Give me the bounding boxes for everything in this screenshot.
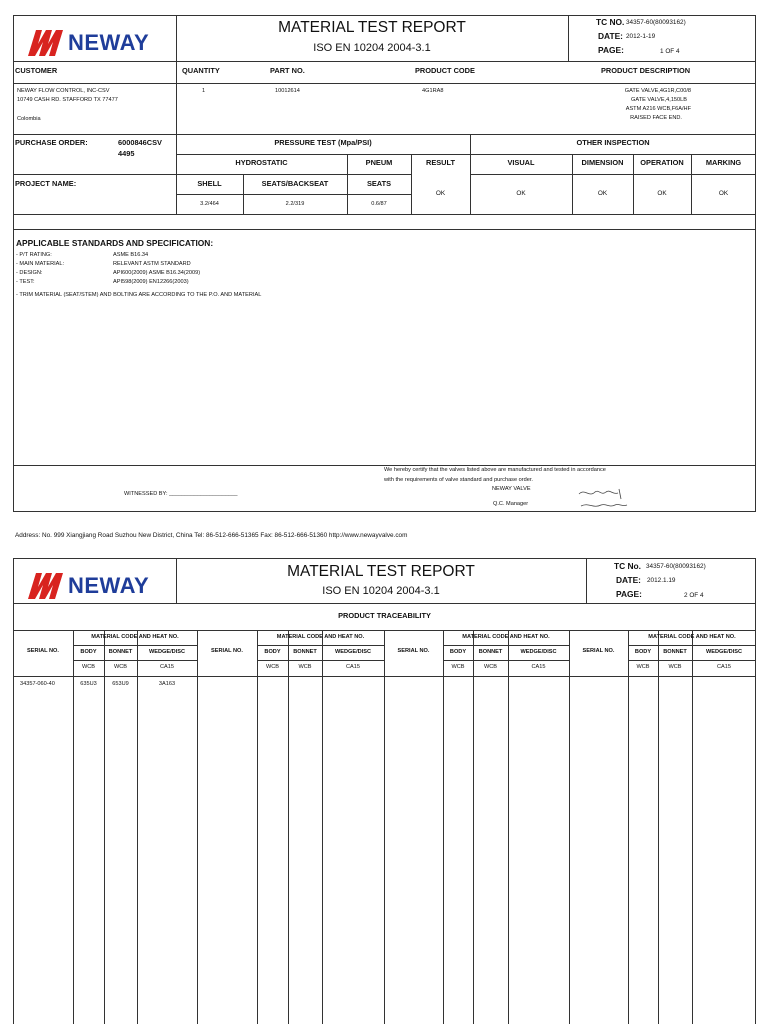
serial-no-value: 34357-060-40 (20, 681, 55, 687)
description-line: GATE VALVE,4G1R,C00/8 (624, 88, 691, 94)
table-group-divider (197, 630, 198, 1024)
company-logo-text: NEWAY (68, 573, 150, 598)
report-title: MATERIAL TEST REPORT (287, 563, 475, 580)
part-no-header: PART NO. (270, 66, 305, 75)
wedge-disc-material: CA15 (346, 664, 360, 670)
description-line: GATE VALVE,4,150LB (631, 97, 687, 103)
table-row-divider (628, 645, 756, 646)
table-column-divider (257, 630, 258, 1024)
serial-no-header: SERIAL NO. (27, 648, 59, 654)
page-label: PAGE: (616, 589, 642, 599)
body-heat-no: 635U3 (80, 681, 97, 687)
other-inspection-header: OTHER INSPECTION (576, 138, 650, 147)
visual-header: VISUAL (507, 158, 535, 167)
table-column-divider (443, 630, 444, 1024)
serial-no-header: SERIAL NO. (397, 648, 430, 654)
body-material: WCB (265, 664, 280, 670)
bonnet-header: BONNET (663, 649, 687, 655)
description-line: ASTM A216 WCB,F6A/HF (625, 106, 691, 112)
result-header: RESULT (425, 158, 455, 167)
serial-no-header: SERIAL NO. (582, 648, 615, 654)
table-column-divider (628, 630, 629, 1024)
customer-line: NEWAY FLOW CONTROL, INC-CSV (17, 88, 110, 94)
trim-note: - TRIM MATERIAL (SEAT/STEM) AND BOLTING ARE ACCORDING TO THE P.O. AND MATERIAL (16, 292, 262, 298)
table-column-divider (322, 630, 323, 1024)
table-group-divider (569, 630, 570, 1024)
material-code-header: MATERIAL CODE AND HEAT NO. (276, 634, 365, 640)
body-material: WCB (81, 664, 96, 670)
marking-value: OK (718, 190, 729, 197)
seats-backseat-header: SEATS/BACKSEAT (261, 179, 329, 188)
wedge-disc-heat-no: 3A163 (158, 681, 176, 687)
certification-text: with the requirements of valve standard and purchase order. (384, 477, 533, 483)
table-column-divider (288, 630, 289, 1024)
seats-header: SEATS (366, 179, 392, 188)
neway-logo-icon (26, 26, 66, 60)
wedge-disc-material: CA15 (160, 664, 174, 670)
company-logo (26, 569, 149, 603)
table-row-divider (257, 660, 384, 661)
bonnet-material: WCB (113, 664, 128, 670)
visual-value: OK (516, 190, 526, 197)
dimension-header: DIMENSION (581, 158, 624, 167)
product-description-header: PRODUCT DESCRIPTION (601, 66, 691, 75)
date-label: DATE: (598, 31, 623, 41)
customer-header: CUSTOMER (15, 66, 58, 75)
wedge-disc-header: WEDGE/DISC (705, 649, 743, 655)
body-header: BODY (264, 649, 281, 655)
operation-value: OK (657, 190, 667, 197)
customer-line: Colombia (17, 116, 41, 122)
tc-no-label: TC NO. (596, 17, 625, 27)
qc-manager-label: Q.C. Manager (493, 501, 529, 507)
body-header: BODY (449, 649, 467, 655)
standard-value: RELEVANT ASTM STANDARD (113, 261, 191, 267)
date-label: DATE: (616, 575, 641, 585)
table-column-divider (508, 630, 509, 1024)
standard-value: API600(2009) ASME B16.34(2009) (113, 270, 201, 276)
tc-no-value: 34357-60(80093162) (626, 19, 686, 26)
standard-value: ASME B16.34 (113, 252, 149, 258)
seats-value: 0.6/87 (371, 201, 387, 207)
table-row-divider (443, 660, 569, 661)
purchase-order-label: PURCHASE ORDER: (15, 138, 88, 147)
table-column-divider (73, 630, 74, 1024)
report-subtitle: ISO EN 10204 2004-3.1 (322, 585, 440, 597)
material-code-header: MATERIAL CODE AND HEAT NO. (91, 634, 179, 640)
table-row-divider (257, 645, 384, 646)
body-header: BODY (80, 649, 97, 655)
seats-backseat-value: 2.2/319 (285, 201, 305, 207)
company-logo-text: NEWAY (68, 30, 150, 55)
table-row-divider (443, 645, 569, 646)
wedge-disc-header: WEDGE/DISC (148, 649, 186, 655)
tc-no-label: TC No. (614, 561, 641, 571)
bonnet-material: WCB (483, 664, 498, 670)
table-column-divider (473, 630, 474, 1024)
shell-header: SHELL (197, 179, 222, 188)
product-code-header: PRODUCT CODE (415, 66, 475, 75)
page-label: PAGE: (598, 45, 624, 55)
wedge-disc-header: WEDGE/DISC (334, 649, 372, 655)
table-column-divider (692, 630, 693, 1024)
signature-icon (575, 485, 631, 511)
customer-line: 10749 CASH RD. STAFFORD TX 77477 (17, 97, 118, 103)
pressure-test-header: PRESSURE TEST (Mpa/PSI) (274, 138, 372, 147)
project-name-label: PROJECT NAME: (15, 179, 77, 188)
hydrostatic-header: HYDROSTATIC (235, 158, 288, 167)
table-group-divider (384, 630, 385, 1024)
material-code-header: MATERIAL CODE AND HEAT NO. (648, 634, 736, 640)
page-value: 1 OF 4 (660, 48, 680, 55)
bonnet-material: WCB (298, 664, 312, 670)
address-line: Address: No. 999 Xiangjiang Road Suzhou New District, China Tel: 86-512-666-51365 Fax: 86-512-666-51360 http://www.newayvalve.com (15, 532, 408, 539)
operation-header: OPERATION (640, 158, 684, 167)
wedge-disc-material: CA15 (717, 664, 731, 670)
standard-label: - TEST: (16, 279, 35, 285)
bonnet-material: WCB (668, 664, 682, 670)
standard-label: - P/T RATING: (16, 252, 52, 258)
standard-value: API598(2009) EN12266(2003) (113, 279, 189, 285)
pneum-header: PNEUM (365, 158, 393, 167)
part-no-value: 10012614 (275, 88, 300, 94)
table-column-divider (104, 630, 105, 1024)
bonnet-header: BONNET (478, 649, 503, 655)
material-code-header: MATERIAL CODE AND HEAT NO. (462, 634, 550, 640)
dimension-value: OK (597, 190, 608, 197)
purchase-order-value: 6000846CSV (118, 138, 162, 147)
neway-logo-icon (26, 569, 66, 603)
page-value: 2 OF 4 (684, 592, 704, 599)
wedge-disc-header: WEDGE/DISC (520, 649, 557, 655)
body-header: BODY (634, 649, 652, 655)
witnessed-by: WITNESSED BY: ______________________ (124, 491, 238, 497)
product-traceability-header: PRODUCT TRACEABILITY (338, 611, 431, 620)
table-row-divider (628, 660, 756, 661)
table-column-divider (658, 630, 659, 1024)
standard-label: - MAIN MATERIAL: (16, 261, 65, 267)
shell-value: 3.2/464 (200, 201, 219, 207)
body-material: WCB (636, 664, 650, 670)
quantity-header: QUANTITY (182, 66, 220, 75)
quantity-value: 1 (202, 88, 206, 94)
company-logo (26, 26, 149, 60)
serial-no-header: SERIAL NO. (211, 648, 243, 654)
table-row-divider (13, 676, 756, 677)
table-column-divider (137, 630, 138, 1024)
purchase-order-value-2: 4495 (118, 149, 135, 158)
body-material: WCB (451, 664, 465, 670)
date-value: 2012.1.19 (647, 577, 676, 584)
product-code-value: 4G1RA8 (422, 88, 444, 94)
wedge-disc-material: CA15 (531, 664, 546, 670)
standards-title: APPLICABLE STANDARDS AND SPECIFICATION: (16, 238, 214, 248)
tc-no-value: 34357-60(80093162) (646, 563, 706, 570)
result-value: OK (435, 190, 446, 197)
report-title: MATERIAL TEST REPORT (278, 19, 466, 36)
certification-text: We hereby certify that the valves listed above are manufactured and tested in accordance (384, 467, 606, 473)
report-subtitle: ISO EN 10204 2004-3.1 (313, 42, 431, 54)
bonnet-header: BONNET (108, 649, 133, 655)
table-row-divider (73, 645, 197, 646)
description-line: RAISED FACE END. (630, 115, 682, 121)
company-name: NEWAY VALVE (492, 486, 531, 492)
standard-label: - DESIGN: (16, 270, 43, 276)
bonnet-header: BONNET (293, 649, 317, 655)
table-row-divider (73, 660, 197, 661)
marking-header: MARKING (705, 158, 742, 167)
bonnet-heat-no: 653U9 (112, 681, 129, 687)
date-value: 2012-1-19 (626, 33, 656, 40)
